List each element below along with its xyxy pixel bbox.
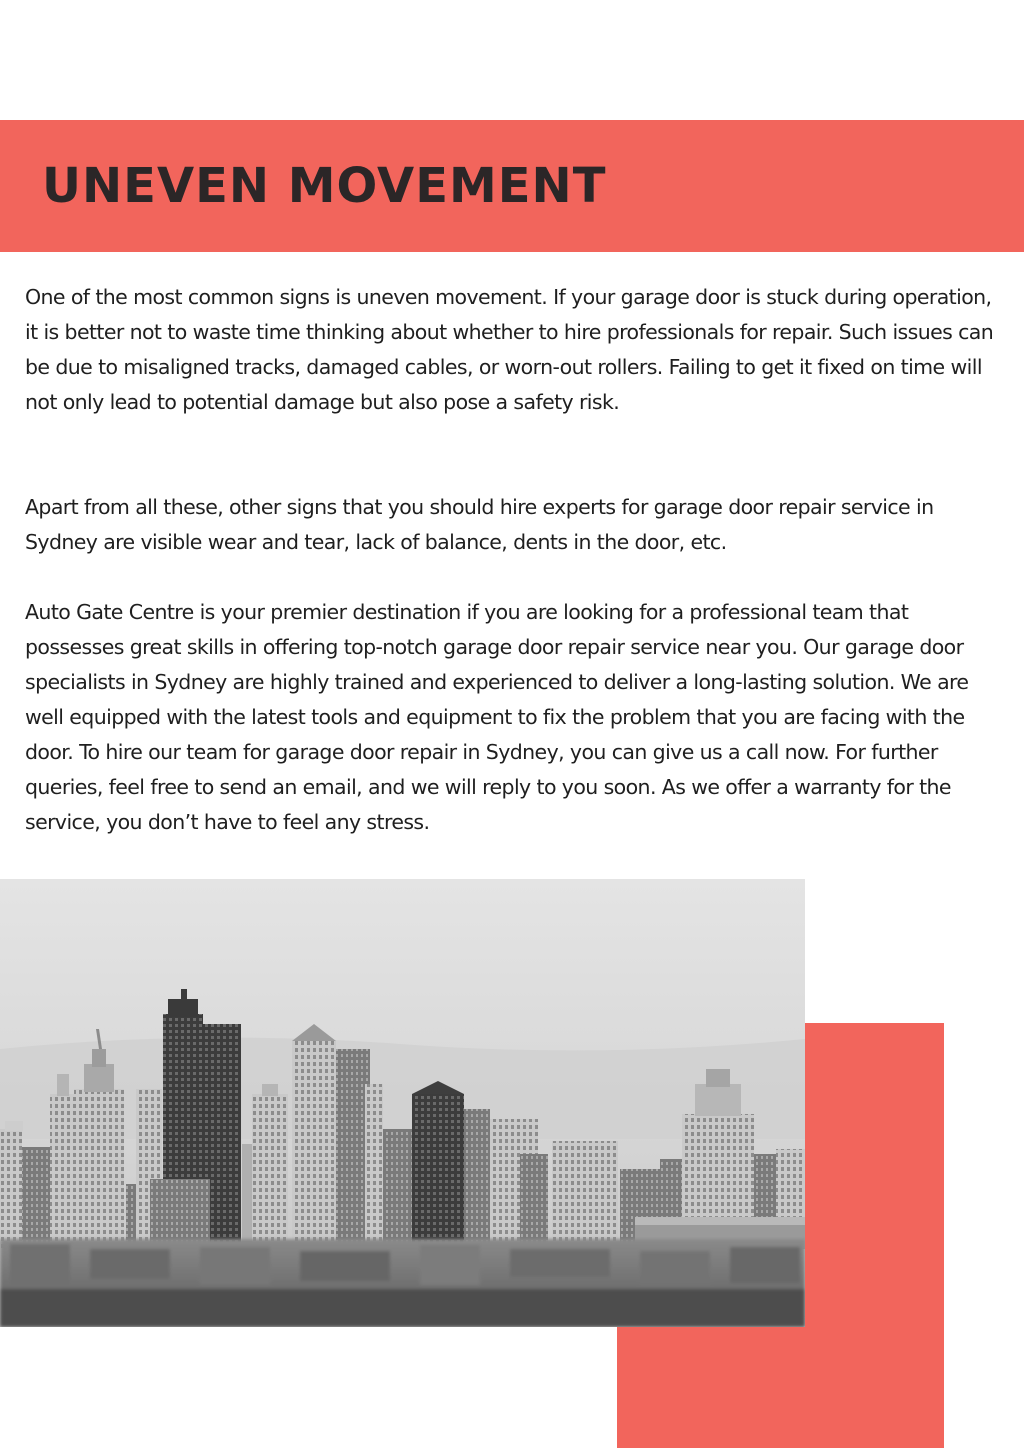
paragraph-uneven-movement: One of the most common signs is uneven movement. If your garage door is stuck during operation, it is better not to waste time thinking about whether to hire professionals for repair. Such issues can be due to misaligned tracks, damaged cables, or worn-out rollers. Failing to get it fixed on time will not only lead to potential damage but also pose a safety risk. — [25, 285, 994, 414]
paragraph-other-signs: Apart from all these, other signs that you should hire experts for garage door repair service in Sydney are visible wear and tear, lack of balance, dents in the door, etc. — [25, 495, 934, 554]
foreground-blur — [0, 1239, 805, 1327]
page-title: UNEVEN MOVEMENT — [42, 158, 607, 214]
paragraph-company-intro: Auto Gate Centre is your premier destination if you are looking for a professional team that possesses great skills in offering top-notch garage door repair service near you. Our garage door specialists in Sydney are highly trained and experienced to deliver a long-lasting solution. We are well equipped with the latest tools and equipment to fix the problem that you are facing with the door. To hire our team for garage door repair in Sydney, you can give us a call now. For further queries, feel free to send an email, and we will reply to you soon. As we offer a warranty for the service, you don’t have to feel any stress. — [25, 600, 969, 834]
city-skyline-photo — [0, 879, 805, 1327]
